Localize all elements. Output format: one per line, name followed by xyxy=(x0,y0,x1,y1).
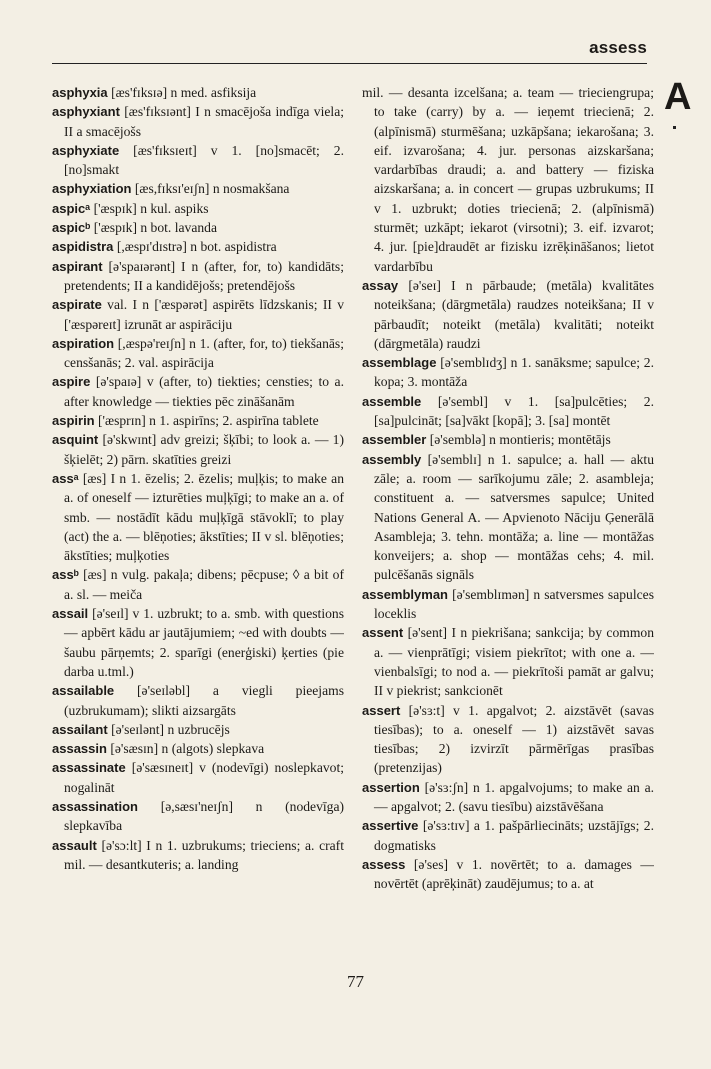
dictionary-entry xyxy=(362,392,654,431)
dictionary-entry xyxy=(362,276,654,353)
dictionary-entry xyxy=(362,353,654,392)
page-number: 77 xyxy=(347,972,364,991)
dictionary-entry xyxy=(52,797,344,836)
entry-headword: assess xyxy=(362,856,406,872)
entry-definition: [ə'seɪ] I n pārbaude; (metāla) kvalitātes noteikšana; (dārgmetāla) raudzes noteikšana; II v pārbaudīt; noteikt (metāla) kvalitāti; noteikt (dārgmetāla) raudzi xyxy=(374,277,654,351)
entry-definition: ['æsprɪn] n 1. aspirīns; 2. aspirīna tablete xyxy=(98,413,319,429)
entry-headword: assemblage xyxy=(362,355,437,371)
entry-definition: ['æspɪk] n bot. lavanda xyxy=(93,220,217,236)
entry-headword: assertion xyxy=(362,779,420,795)
entry-headword: asphyxiation xyxy=(52,181,132,197)
entry-headword: assent xyxy=(362,625,404,641)
entry-headword: assailant xyxy=(52,721,108,737)
section-marker xyxy=(673,126,676,129)
entry-definition: val. I n ['æspərət] aspirēts līdzskanis; II v ['æspəreɪt] izrunāt ar aspirāciju xyxy=(64,297,344,332)
dictionary-entry xyxy=(52,469,344,565)
entry-headword: aspiration xyxy=(52,335,115,351)
entry-headword: asphyxiate xyxy=(52,142,120,158)
dictionary-entry xyxy=(52,334,344,373)
dictionary-entry xyxy=(52,218,344,237)
left-column xyxy=(52,83,344,963)
entry-headword: aspirate xyxy=(52,297,102,313)
entry-definition: [ə'semblɪ] n 1. sapulce; a. hall — aktu zāle; a. room — sarīkojumu zāle; 2. asambleja; constituent a. — satversmes sapulce; United Nations General A. — Apvienoto Nāciju Ģenerālā Asambleja; 3. tehn. montāža; a. line — montāžas konveijers; a. shop — montāžas cehs; 4. mil. pulcēšanās signāls xyxy=(374,451,654,583)
guide-word: assess xyxy=(589,38,647,57)
entry-headword: aspire xyxy=(52,374,91,390)
entry-definition: mil. — desanta izcelšana; a. team — trieciengrupa; to take (carry) by a. — ieņemt triecienā; 2. (alpīnismā) sturmēšana; uzkāpšana; iekarošana; 3. eif. izvarošana; 4. jur. personas aizskaršana; vardarbības draudi; a. and battery — fiziska aizskaršana; a. in concert — grupas uzbrukums; II v 1. uzbrukt; doties triecienā; 2. (alpīnismā) sturmēt; uzkāpt; iekarot (virsotni); 3. eif. izvarot; 4. jur. [pie]draudēt ar fizisku izrēķināšanos; lietot vardarbību xyxy=(362,85,654,274)
entry-headword: assᵇ xyxy=(52,567,79,583)
entry-headword: assembler xyxy=(362,432,427,448)
header-rule xyxy=(52,63,647,64)
dictionary-entry xyxy=(362,585,654,624)
entry-definition: [ə'ses] v 1. novērtēt; to a. damages — novērtēt (aprēķināt) zaudējumus; to a. at xyxy=(374,856,654,892)
dictionary-entry xyxy=(52,199,344,218)
dictionary-entry xyxy=(52,430,344,469)
entry-headword: assert xyxy=(362,702,401,718)
entry-definition: [ə'sɔ:lt] I n 1. uzbrukums; trieciens; a. craft mil. — desantkuteris; a. landing xyxy=(64,837,344,872)
entry-definition: [,æspə'reɪʃn] n 1. (after, for, to) tiekšanās; censšanās; 2. val. aspirācija xyxy=(64,335,344,371)
dictionary-entry xyxy=(52,141,344,180)
entry-definition: [ə'semblɪmən] n satversmes sapulces loceklis xyxy=(374,586,654,622)
entry-definition: [ə'sæsɪneɪt] v (nodevīgi) noslepkavot; nogalināt xyxy=(64,760,344,795)
entry-definition: [ə'semblɪdʒ] n 1. sanāksme; sapulce; 2. kopa; 3. montāža xyxy=(374,355,654,390)
entry-definition: [æs'fɪksɪeɪt] v 1. [no]smacēt; 2. [no]smakt xyxy=(64,142,344,178)
entry-definition: [ə'spaɪə] v (after, to) tiekties; censties; to a. after knowledge — tiekties pēc zināšanām xyxy=(64,374,344,409)
dictionary-entry xyxy=(362,778,654,817)
entry-headword: assassin xyxy=(52,741,107,757)
entry-definition: [ə'semblə] n montieris; montētājs xyxy=(429,432,611,448)
dictionary-entry xyxy=(362,816,654,855)
entry-definition: [ə'sɜ:t] v 1. apgalvot; 2. aizstāvēt (savas tiesības); to a. oneself — 1) aizstāvēt savas tiesības; 2) izvirzīt pārmērīgas prasības (pretenzijas) xyxy=(374,702,654,776)
dictionary-entry xyxy=(52,237,344,256)
entry-headword: aspidistra xyxy=(52,239,114,255)
entry-definition: [ə'seɪlənt] n uzbrucējs xyxy=(111,721,230,737)
entry-definition: [æs'fɪksɪənt] I n smacējoša indīga viela; II a smacējošs xyxy=(64,104,344,139)
dictionary-entry xyxy=(52,179,344,198)
entry-headword: aspicᵇ xyxy=(52,220,91,236)
dictionary-entry xyxy=(52,604,344,681)
entry-headword: assail xyxy=(52,606,89,622)
entry-definition: [ə'skwɪnt] adv greizi; šķībi; to look a. — 1) šķielēt; 2) pārn. skatīties greizi xyxy=(64,432,344,467)
dictionary-entry xyxy=(52,295,344,334)
entry-definition: [ə'sent] I n piekrišana; sankcija; by common a. — vienprātīgi; visiem piekrītot; with one a. — vienbalsīgi; to nod a. — piekrītoši pamāt ar galvu; II v piekrist; sankcionēt xyxy=(374,625,654,699)
entry-headword: aspirant xyxy=(52,258,103,274)
dictionary-entry xyxy=(362,701,654,778)
entry-definition: [ə'spaɪərənt] I n (after, for, to) kandidāts; pretendents; II a kandidējošs; pretendējošs xyxy=(64,258,344,293)
entry-headword: asphyxiant xyxy=(52,104,120,120)
dictionary-entry xyxy=(52,257,344,296)
entry-definition: [æs] I n 1. ēzelis; 2. ēzelis; muļķis; to make an a. of oneself — izturēties muļķīgi; to make an a. of smb. — nostādīt kādu muļķīgā stāvoklī; to play (act) the a. — blēņoties; ākstīties; II v sl. blēņoties; ākstīties; muļķoties xyxy=(64,470,344,564)
entry-definition: [ə,sæsɪ'neɪʃn] n (nodevīga) slepkavība xyxy=(64,798,344,834)
dictionary-entry xyxy=(362,83,654,276)
dictionary-entry xyxy=(52,720,344,739)
entry-headword: asquint xyxy=(52,432,99,448)
dictionary-entry xyxy=(362,430,654,449)
dictionary-entry xyxy=(52,411,344,430)
dictionary-entry xyxy=(362,623,654,700)
entry-headword: assay xyxy=(362,277,399,293)
entry-definition: [æs,fɪksɪ'eɪʃn] n nosmakšana xyxy=(134,181,290,197)
entry-headword: assassination xyxy=(52,798,138,814)
dictionary-entry xyxy=(52,102,344,141)
entry-definition: [ə'sæsɪn] n (algots) slepkava xyxy=(110,741,265,757)
entry-definition: [æs'fɪksɪə] n med. asfiksija xyxy=(111,85,257,100)
entry-headword: assemblyman xyxy=(362,586,448,602)
entry-headword: assailable xyxy=(52,683,115,699)
entry-definition: [ə'seɪl] v 1. uzbrukt; to a. smb. with questions — apbērt kādu ar jautājumiem; ~ed with doubts — šaubu pārņemts; 2. sparīgi (enerģiski) ķerties (pie darba u.tml.) xyxy=(64,606,344,679)
entry-definition: [ə'sɜ:tɪv] a 1. pašpārliecināts; uzstājīgs; 2. dogmatisks xyxy=(374,818,654,853)
entry-headword: assault xyxy=(52,837,97,853)
entry-headword: assembly xyxy=(362,451,422,467)
entry-headword: assᵃ xyxy=(52,470,79,486)
dictionary-entry xyxy=(52,565,344,604)
dictionary-entry xyxy=(362,450,654,585)
entry-headword: aspirin xyxy=(52,413,95,429)
entry-definition: [æs] n vulg. pakaļa; dibens; pēcpuse; ◊ a bit of a. sl. — meiča xyxy=(64,567,344,602)
section-letter: A xyxy=(664,76,692,118)
dictionary-entry xyxy=(52,836,344,875)
entry-headword: assassinate xyxy=(52,760,126,776)
dictionary-entry xyxy=(52,758,344,797)
entry-definition: [ə'sembl] v 1. [sa]pulcēties; 2. [sa]pulcināt; [sa]vākt [kopā]; 3. [sa] montēt xyxy=(374,393,654,429)
right-column xyxy=(362,83,654,963)
entry-definition: [ə'sɜ:ʃn] n 1. apgalvojums; to make an a. — apgalvot; 2. (savu tiesību) aizstāvēšana xyxy=(374,779,654,814)
dictionary-entry xyxy=(52,681,344,720)
entry-headword: assertive xyxy=(362,818,419,834)
dictionary-entry xyxy=(52,372,344,411)
dictionary-entry xyxy=(362,855,654,894)
dictionary-entry xyxy=(52,83,344,102)
entry-headword: aspicᵃ xyxy=(52,200,91,216)
entry-definition: [ə'seɪləbl] a viegli pieejams (uzbrukumam); slikti aizsargāts xyxy=(64,683,344,718)
entry-headword: asphyxia xyxy=(52,85,108,100)
entry-headword: assemble xyxy=(362,393,422,409)
entry-definition: ['æspɪk] n kul. aspiks xyxy=(93,200,209,216)
entry-definition: [,æspɪ'dɪstrə] n bot. aspidistra xyxy=(116,239,277,255)
dictionary-entry xyxy=(52,739,344,758)
